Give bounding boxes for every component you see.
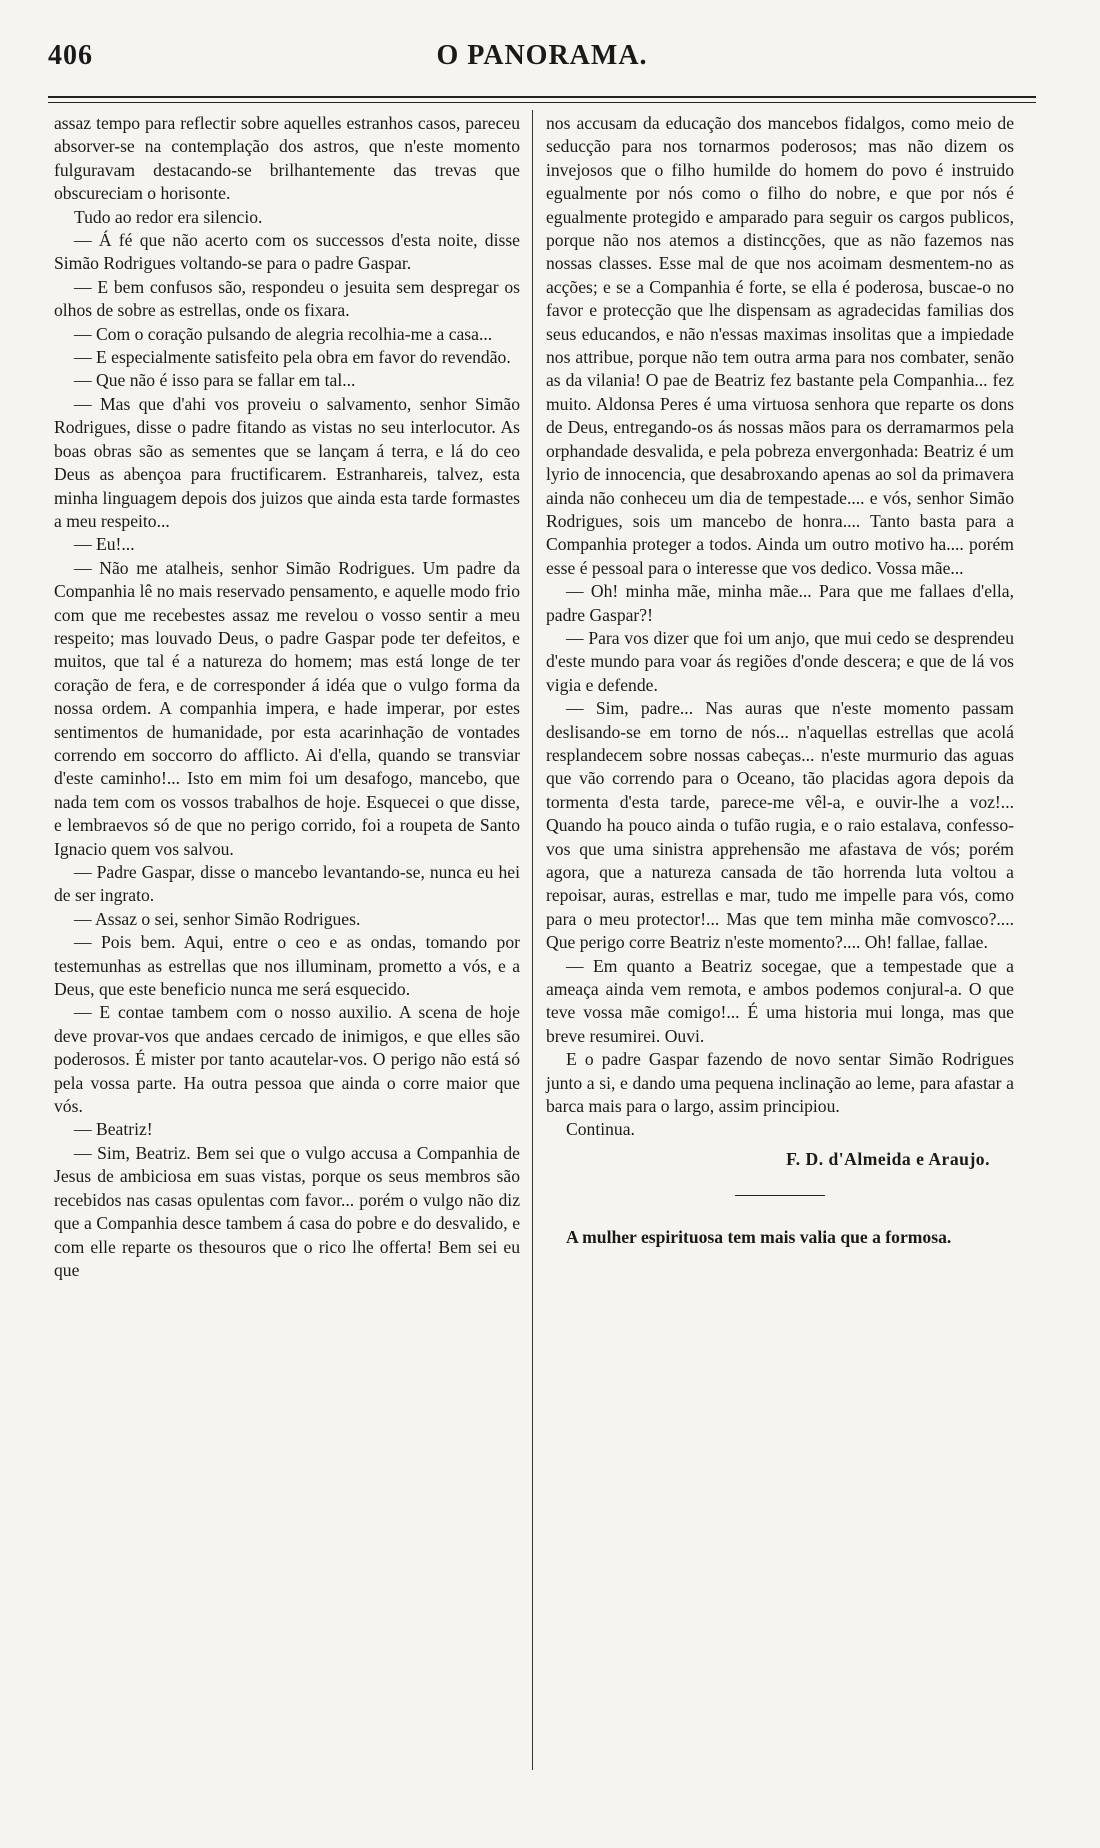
- right-column: [546, 112, 1014, 1250]
- paragraph: — E contae tambem com o nosso auxilio. A scena de hoje deve provar-vos que andaes cercado de inimigos, e que elles são poderosos. É mister por tanto acautelar-vos. O perigo não está só pela vossa parte. Ha outra pessoa que ainda o corre maior que vós.: [54, 1002, 520, 1117]
- column-separator: [532, 110, 533, 1770]
- paragraph: — Não me atalheis, senhor Simão Rodrigues. Um padre da Companhia lê no mais reservado pensamento, e aquelle modo frio com que me recebestes assaz me revelou o vosso sentir a meu respeito; mas louvado Deus, o padre Gaspar pode ter defeitos, e muitos, que tal é a natureza do homem; mas está longe de ter coração de fera, e de corresponder á idéa que o vulgo forma da nossa ordem. A companhia impera, e hade imperar, por estes sentimentos de humanidade, por esta acarinhação de vontades correndo em soccorro do afflicto. Ai d'ella, quando se transviar d'este caminho!... Isto em mim foi um desafogo, mancebo, que nada tem com os vossos trabalhos de hoje. Esquecei o que disse, e lembraevos só de que no perigo corrido, foi a roupeta de Santo Ignacio quem vos salvou.: [54, 557, 520, 859]
- paragraph: — Sim, padre... Nas auras que n'este momento passam deslisando-se em torno de nós... n'aquellas estrellas que acolá resplandecem sobre nossas cabeças... n'este murmurio das aguas que vão correndo para o Oceano, tão placidas agora depois da tormenta d'esta tarde, parece-me vêl-a, e ouvir-lhe a voz!... Quando ha pouco ainda o tufão rugia, e o raio estalava, confesso-vos que uma sinistra apprehensão me afastava de vós; porém agora, que a natureza cansada de tão horrenda luta voltou a repoisar, auras, estrellas e mar, tudo me impelle para vós, como para o meu protector!... Mas que tem minha mãe comvosco?.... Que perigo corre Beatriz n'este momento?.... Oh! fallae, fallae.: [546, 698, 1014, 953]
- paragraph: — Oh! minha mãe, minha mãe... Para que me fallaes d'ella, padre Gaspar?!: [546, 581, 1014, 625]
- paragraph: nos accusam da educação dos mancebos fidalgos, como meio de seducção para nos tornarmos poderosos; mas não dizem os invejosos que o filho humilde do homem do povo é instruido egualmente por nós como o filho do nobre, e que por nós é egualmente protegido e amparado para seguir os cargos publicos, porque não nos atemos a distincções, que as não fazemos nas nossas classes. Esse mal de que nos acoimam desmentem-no as acções; e se a Companhia é forte, se ella é poderosa, buscae-o no favor e protecção que lhe dispensam as agradecidas familias dos seus educandos, e não n'essas maximas insolitas que a impiedade nos attribue, porque não tem outra arma para nos combater, senão as da vilania! O pae de Beatriz fez bastante pela Companhia... fez muito. Aldonsa Peres é uma virtuosa senhora que reparte os dons de Deus, entregando-os ás nossas mãos para os derramarmos pela orphandade desvalida, e pela pobreza envergonhada: Beatriz é um lyrio de innocencia, que desabroxando apenas ao sol da primavera ainda não conheceu um dia de tempestade.... e vós, senhor Simão Rodrigues, sois um mancebo de honra.... Tanto basta para a Companhia proteger a todos. Ainda um outro motivo ha.... porém esse é pessoal para o interesse que vos dedico. Vossa mãe...: [546, 113, 1014, 578]
- paragraph: assaz tempo para reflectir sobre aquelles estranhos casos, pareceu absorver-se na contemplação dos astros, que n'este momento fulguravam destacando-se brilhantemente das trevas que obscureciam o horisonte.: [54, 113, 520, 204]
- paragraph: — E bem confusos são, respondeu o jesuita sem despregar os olhos de sobre as estrellas, onde os fixara.: [54, 276, 520, 321]
- paragraph: — Sim, Beatriz. Bem sei que o vulgo accusa a Companhia de Jesus de ambiciosa em suas vistas, porque os seus membros são recebidos nas casas opulentas com favor... porém o vulgo não diz que a Companhia desce tambem á casa do pobre e do desvalido, e com elle reparte os thesouros que o rico lhe offerta! Bem sei eu que: [54, 1142, 520, 1280]
- page-number: 406: [48, 40, 93, 71]
- publication-title: O PANORAMA.: [436, 40, 648, 71]
- paragraph: — Eu!...: [74, 534, 135, 555]
- section-divider: [735, 1195, 825, 1196]
- header-rule: [48, 96, 1036, 103]
- paragraph: — Á fé que não acerto com os successos d'esta noite, disse Simão Rodrigues voltando-se para o padre Gaspar.: [54, 230, 520, 274]
- maxim-text: A mulher espirituosa tem mais valia que a formosa.: [566, 1227, 952, 1248]
- paragraph: — Mas que d'ahi vos proveiu o salvamento, senhor Simão Rodrigues, disse o padre fitando as vistas no seu interlocutor. As boas obras são as sementes que se lançam á terra, e lá do ceo Deus as abençoa para fructificarem. Estranhareis, talvez, esta minha linguagem depois dos juizos que ainda esta tarde formastes a meu respeito...: [54, 393, 520, 531]
- paragraph: — E especialmente satisfeito pela obra em favor do revendão.: [74, 347, 511, 368]
- paragraph: Tudo ao redor era silencio.: [74, 206, 263, 227]
- paragraph: — Pois bem. Aqui, entre o ceo e as ondas, tomando por testemunhas as estrellas que nos illuminam, prometto a vós, e a Deus, que este beneficio nunca me será esquecido.: [54, 932, 520, 1000]
- paragraph: — Com o coração pulsando de alegria recolhia-me a casa...: [74, 323, 493, 344]
- author-signature: F. D. d'Almeida e Araujo.: [786, 1148, 990, 1169]
- paragraph: — Padre Gaspar, disse o mancebo levantando-se, nunca eu hei de ser ingrato.: [54, 862, 520, 906]
- continua-note: Continua.: [566, 1119, 635, 1140]
- left-column: [54, 112, 520, 1282]
- paragraph: — Beatriz!: [74, 1119, 153, 1140]
- paragraph: E o padre Gaspar fazendo de novo sentar Simão Rodrigues junto a si, e dando uma pequena inclinação ao leme, para afastar a barca mais para o largo, assim principiou.: [546, 1049, 1014, 1117]
- paragraph: — Para vos dizer que foi um anjo, que mui cedo se desprendeu d'este mundo para voar ás regiões d'onde descera; e que de lá vos vigia e defende.: [546, 627, 1014, 695]
- page-header: [48, 36, 1036, 76]
- paragraph: — Em quanto a Beatriz socegae, que a tempestade que a ameaça ainda vem remota, e ambos podemos conjural-a. O que teve vossa mãe comigo!... É uma historia mui longa, mas que breve resumirei. Ouvi.: [546, 955, 1014, 1046]
- paragraph: — Que não é isso para se fallar em tal...: [74, 370, 356, 391]
- paragraph: — Assaz o sei, senhor Simão Rodrigues.: [74, 908, 361, 929]
